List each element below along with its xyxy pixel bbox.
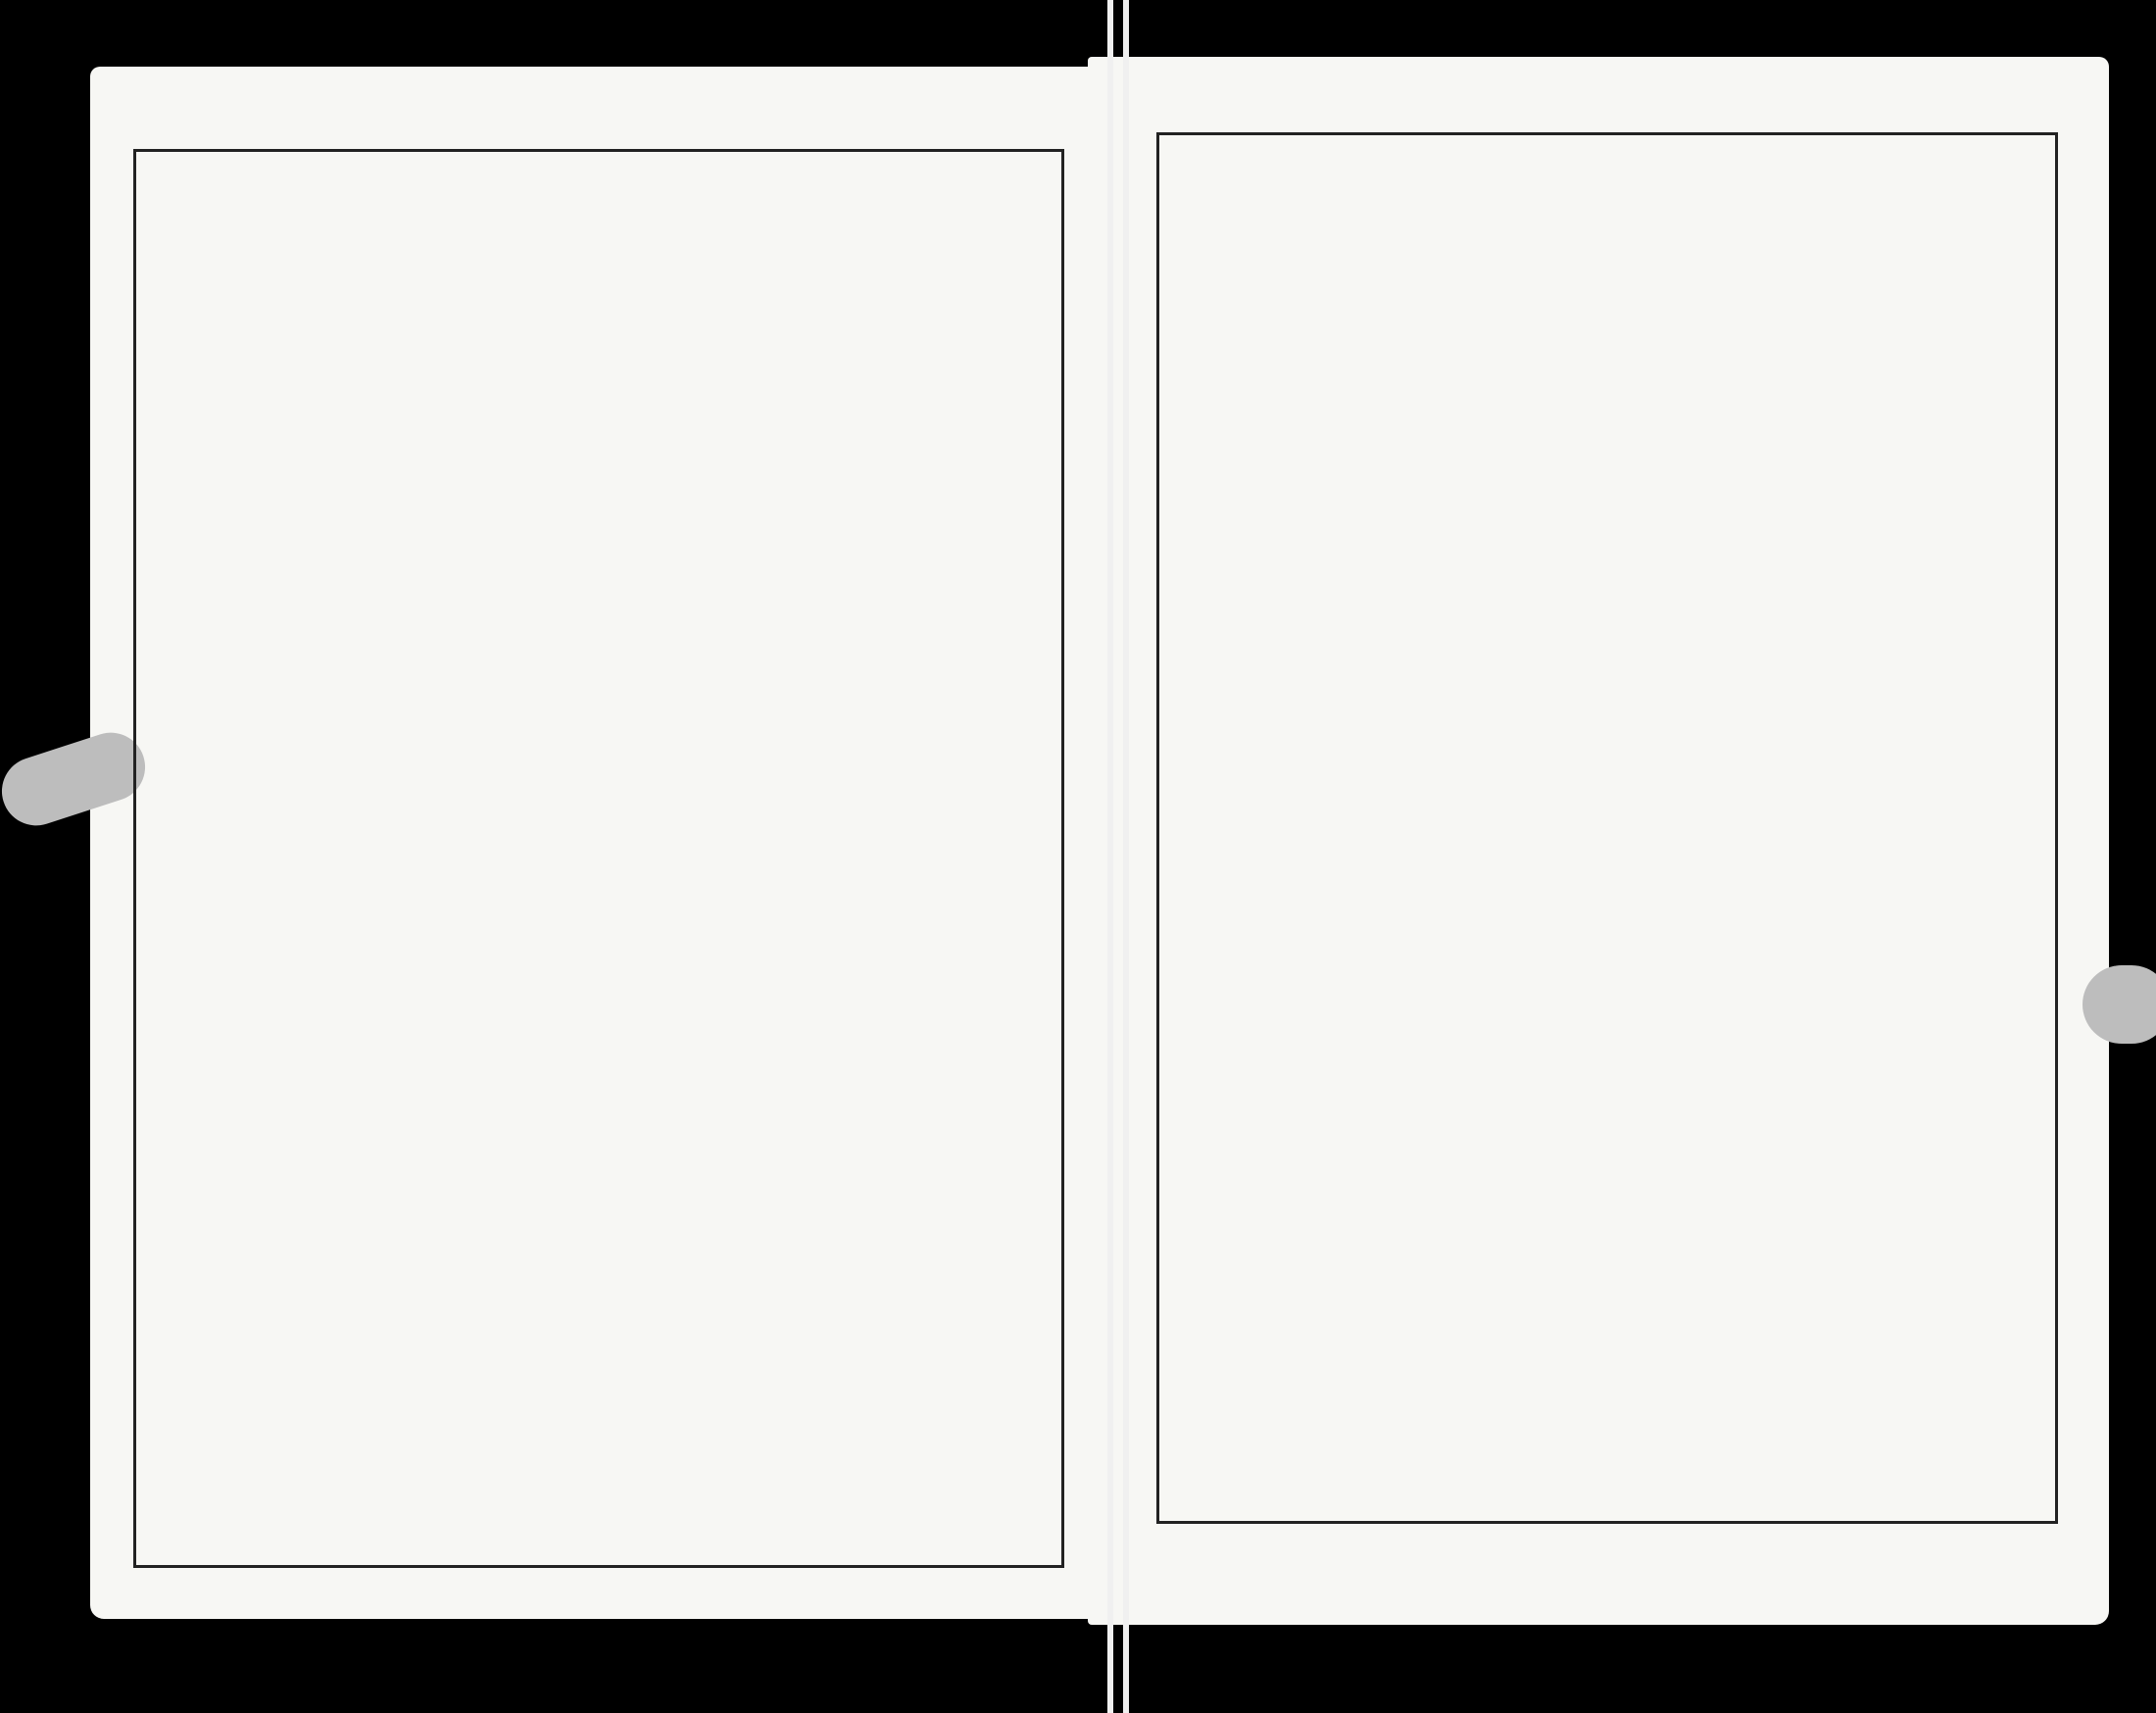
left-register-table: [133, 149, 1064, 1568]
binding-gutter: [1123, 0, 1129, 1713]
binding-gutter: [1107, 0, 1113, 1713]
thumb-right: [2082, 965, 2156, 1044]
right-register-table: [1156, 132, 2058, 1524]
